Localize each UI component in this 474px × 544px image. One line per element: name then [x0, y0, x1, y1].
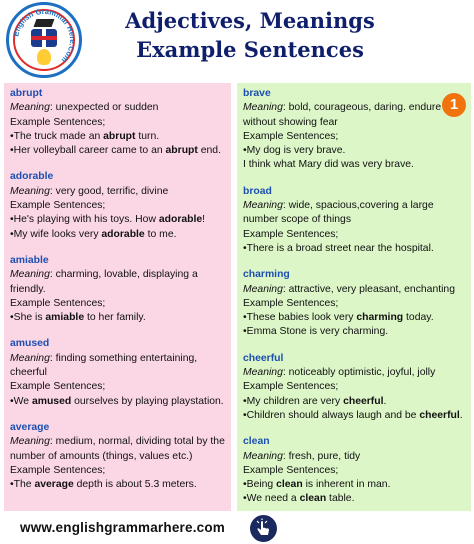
footer — [0, 514, 474, 544]
word-heading: cheerful — [243, 352, 284, 364]
entry-abrupt — [10, 87, 225, 158]
meaning-text: : fresh, pure, tidy — [282, 450, 361, 462]
examples-label: Example Sentences; — [10, 200, 106, 212]
meaning-text: : charming, lovable, displaying a friendly. — [10, 269, 198, 295]
meaning-line — [10, 352, 225, 381]
meaning-label: Meaning — [10, 436, 50, 448]
examples-label: Example Sentences; — [243, 464, 339, 476]
word-heading: clean — [243, 436, 270, 448]
example-sentence: •There is a broad street near the hospital. — [243, 242, 434, 254]
meaning-text: : very good, terrific, divine — [49, 185, 169, 197]
example-sentence: •Emma Stone is very charming. — [243, 326, 389, 338]
right-column — [237, 83, 471, 511]
header — [0, 0, 474, 78]
word-heading: charming — [243, 269, 290, 281]
example-sentence: •The truck made an abrupt turn. — [10, 130, 160, 142]
entry-average — [10, 421, 225, 492]
meaning-text: : finding something entertaining, cheerful — [10, 352, 198, 379]
meaning-line — [243, 199, 465, 228]
pointer-hand-glyph — [250, 515, 277, 542]
entry-charming — [243, 268, 465, 339]
word-heading: amused — [10, 338, 50, 350]
examples-label: Example Sentences; — [10, 464, 106, 476]
meaning-line — [10, 185, 225, 199]
pointer-hand-icon[interactable] — [250, 515, 277, 542]
examples-label: Example Sentences; — [10, 116, 106, 128]
entry-broad — [243, 185, 465, 256]
word-heading: adorable — [10, 171, 54, 183]
page-number-badge: 1 — [442, 93, 466, 117]
example-sentence: •She is amiable to her family. — [10, 312, 146, 324]
example-sentence: I think what Mary did was very brave. — [243, 159, 414, 171]
word-heading: abrupt — [10, 88, 43, 99]
word-heading: average — [10, 421, 50, 433]
example-sentence: •Being clean is inherent in man. — [243, 479, 391, 491]
meaning-text: : attractive, very pleasant, enchanting — [282, 283, 455, 295]
meaning-line — [243, 283, 465, 297]
meaning-label: Meaning — [243, 102, 283, 114]
svg-text:English Grammar Here.Com: English Grammar Here.Com — [11, 6, 78, 65]
title-line-2: Example Sentences — [136, 37, 364, 62]
example-sentence: •The average depth is about 5.3 meters. — [10, 479, 197, 491]
example-sentence: •He's playing with his toys. How adorable! — [10, 214, 206, 226]
graduation-cap-icon — [34, 19, 55, 27]
meaning-text: : wide, spacious,covering a large number scope of things — [243, 200, 434, 226]
uk-flag-icon — [31, 29, 57, 47]
examples-label: Example Sentences; — [243, 130, 339, 142]
left-column — [4, 83, 231, 511]
meaning-label: Meaning — [243, 200, 283, 212]
example-sentence: •My wife looks very adorable to me. — [10, 228, 177, 240]
meaning-text: : unexpected or sudden — [49, 102, 159, 114]
meaning-label: Meaning — [243, 283, 283, 295]
example-sentence: •These babies look very charming today. — [243, 312, 434, 324]
examples-label: Example Sentences; — [243, 381, 339, 393]
word-heading: brave — [243, 88, 271, 99]
meaning-label: Meaning — [243, 367, 283, 379]
examples-label: Example Sentences; — [243, 228, 339, 240]
example-sentence: •My dog is very brave. — [243, 145, 346, 157]
meaning-line — [10, 435, 225, 464]
meaning-text: : medium, normal, dividing total by the number of amounts (things, values etc.) — [10, 436, 225, 462]
entry-clean — [243, 435, 465, 506]
site-logo[interactable] — [6, 2, 82, 78]
examples-label: Example Sentences; — [10, 381, 106, 393]
meaning-label: Meaning — [10, 269, 50, 281]
entry-cheerful — [243, 352, 465, 423]
word-heading: broad — [243, 185, 272, 197]
example-sentence: •We amused ourselves by playing playstation. — [10, 395, 224, 407]
example-sentence: •Children should always laugh and be cheerful. — [243, 409, 463, 421]
word-heading: amiable — [10, 254, 49, 266]
example-sentence: •Her volleyball career came to an abrupt end. — [10, 145, 221, 157]
meaning-line — [10, 101, 225, 115]
meaning-line — [243, 101, 465, 130]
page-title — [90, 6, 410, 64]
examples-label: Example Sentences; — [10, 297, 106, 309]
meaning-label: Meaning — [243, 450, 283, 462]
entry-amused — [10, 337, 225, 408]
footer-url-link[interactable]: www.englishgrammarhere.com — [20, 520, 226, 535]
meaning-label: Meaning — [10, 352, 50, 364]
entry-adorable — [10, 170, 225, 241]
meaning-line — [243, 450, 465, 464]
entry-amiable — [10, 254, 225, 325]
meaning-label: Meaning — [10, 102, 50, 114]
meaning-text: : bold, courageous, daring. endure without showing fear — [243, 102, 442, 128]
meaning-line — [10, 268, 225, 297]
examples-label: Example Sentences; — [243, 297, 339, 309]
entry-brave — [243, 87, 465, 173]
meaning-text: : noticeably optimistic, joyful, jolly — [282, 367, 436, 379]
example-sentence: •My children are very cheerful. — [243, 395, 387, 407]
title-line-1: Adjectives, Meanings — [125, 8, 375, 33]
example-sentence: •We need a clean table. — [243, 493, 355, 505]
light-bulb-icon — [37, 49, 51, 65]
meaning-line — [243, 366, 465, 380]
meaning-label: Meaning — [10, 185, 50, 197]
